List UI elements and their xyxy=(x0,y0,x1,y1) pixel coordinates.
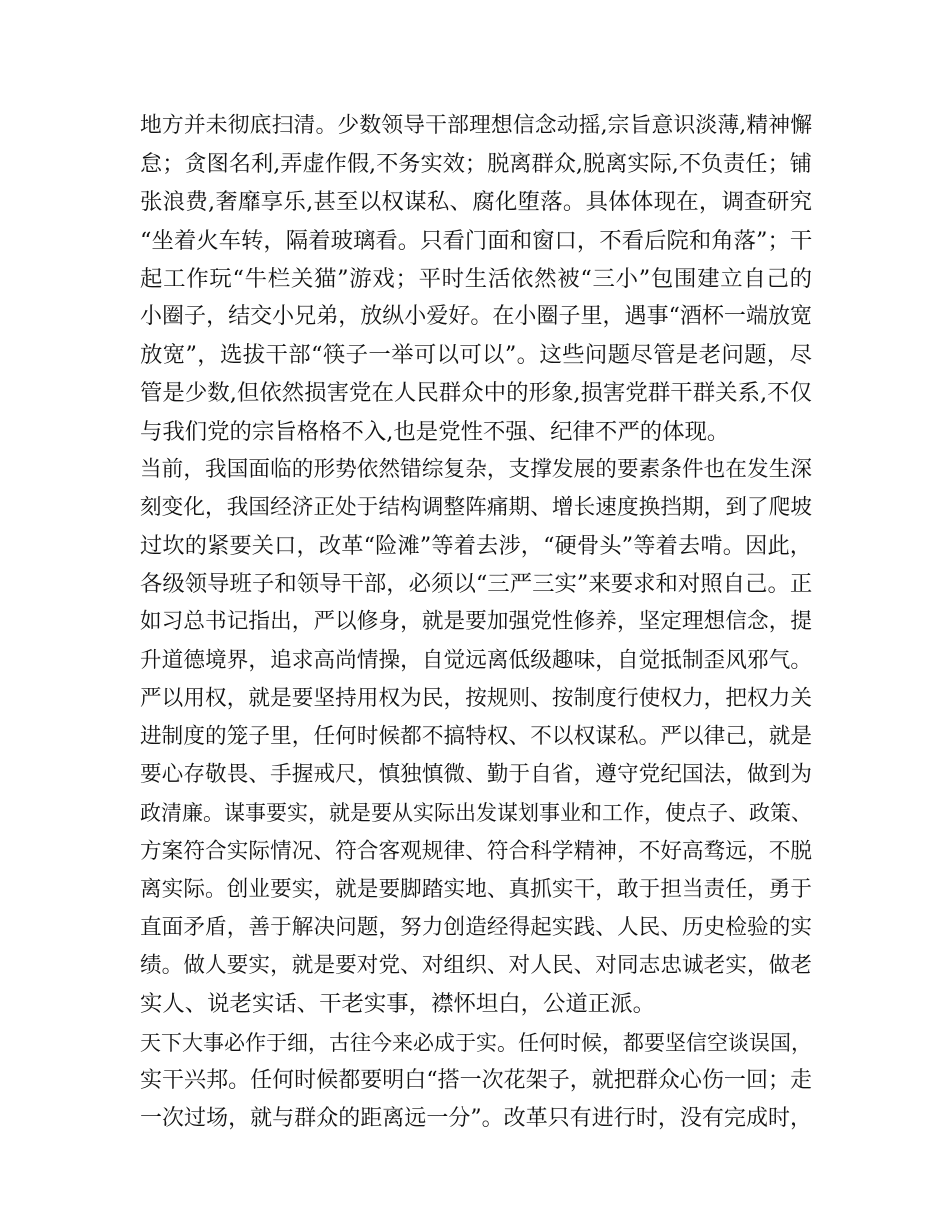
text-line: 当前，我国面临的形势依然错综复杂，支撑发展的要素条件也在发生深 xyxy=(140,456,812,482)
text-line: 放宽”，选拔干部“筷子一举可以可以”。这些问题尽管是老问题，尽 xyxy=(140,342,812,369)
text-line: 起工作玩“牛栏关猫”游戏；平时生活依然被“三小”包围建立自己的 xyxy=(140,265,812,292)
text-line: 进制度的笼子里，任何时候都不搞特权、不以权谋私。严以律己，就是 xyxy=(140,724,812,749)
text-line: 如习总书记指出，严以修身，就是要加强党性修养，坚定理想信念，提 xyxy=(140,609,812,635)
text-line: 绩。做人要实，就是要对党、对组织、对人民、对同志忠诚老实，做老 xyxy=(140,953,812,979)
document-body xyxy=(140,107,812,1138)
text-line: 实人、说老实话、干老实事，襟怀坦白，公道正派。 xyxy=(140,991,655,1018)
text-line: 直面矛盾，善于解决问题，努力创造经得起实践、人民、历史检验的实 xyxy=(140,914,812,940)
text-line: 地方并未彻底扫清。少数领导干部理想信念动摇,宗旨意识淡薄,精神懈 xyxy=(140,113,812,138)
text-line: 过坎的紧要关口，改革“险滩”等着去涉，“硬骨头”等着去啃。因此， xyxy=(140,533,812,560)
text-line: 与我们党的宗旨格格不入,也是党性不强、纪律不严的体现。 xyxy=(140,418,730,445)
text-line: 张浪费,奢靡享乐,甚至以权谋私、腐化堕落。具体体现在，调查研究 xyxy=(140,189,812,216)
text-line: 严以用权，就是要坚持用权为民，按规则、按制度行使权力，把权力关 xyxy=(140,685,812,711)
text-line: 方案符合实际情况、符合客观规律、符合科学精神，不好高骛远，不脱 xyxy=(140,838,812,864)
text-line: 升道德境界，追求高尚情操，自觉远离低级趣味，自觉抵制歪风邪气。 xyxy=(140,647,812,673)
text-line: 小圈子，结交小兄弟，放纵小爱好。在小圈子里，遇事“酒杯一端放宽 xyxy=(140,303,812,329)
text-line: 管是少数,但依然损害党在人民群众中的形象,损害党群干群关系,不仅 xyxy=(140,380,812,407)
text-line: 实干兴邦。任何时候都要明白“搭一次花架子，就把群众心伤一回；走 xyxy=(140,1067,812,1093)
text-line: 各级领导班子和领导干部，必须以“三严三实”来要求和对照自己。正 xyxy=(140,571,812,598)
text-line: 政清廉。谋事要实，就是要从实际出发谋划事业和工作，使点子、政策、 xyxy=(140,801,812,826)
text-line: 一次过场，就与群众的距离远一分”。改革只有进行时，没有完成时， xyxy=(140,1105,812,1131)
text-line: 刻变化，我国经济正处于结构调整阵痛期、增长速度换挡期，到了爬坡 xyxy=(140,494,812,520)
text-line: 要心存敬畏、手握戒尺，慎独慎微、勤于自省，遵守党纪国法，做到为 xyxy=(140,762,812,788)
text-line: 怠；贪图名利,弄虚作假,不务实效；脱离群众,脱离实际,不负责任；铺 xyxy=(140,151,812,178)
text-line: “坐着火车转，隔着玻璃看。只看门面和窗口，不看后院和角落”；干 xyxy=(140,227,812,254)
text-line: 离实际。创业要实，就是要脚踏实地、真抓实干，敢于担当责任，勇于 xyxy=(140,876,812,902)
text-line: 天下大事必作于细，古往今来必成于实。任何时候，都要坚信空谈误国， xyxy=(140,1030,812,1055)
